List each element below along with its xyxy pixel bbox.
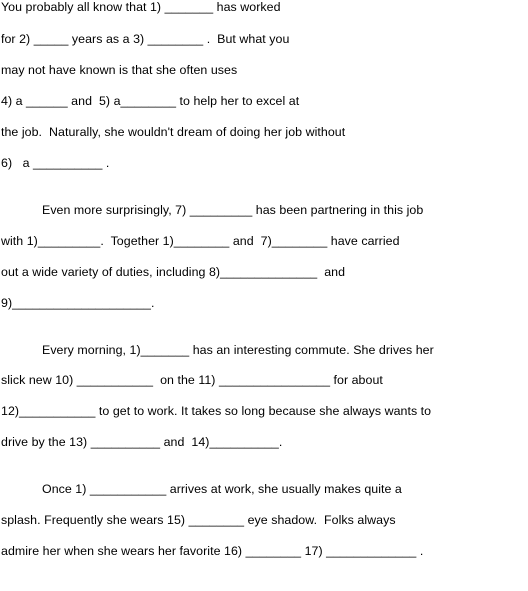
paragraph-1-line-6: 6) a __________ .: [1, 156, 110, 170]
paragraph-2-line-1: Even more surprisingly, 7) _________ has been partnering in this job: [42, 203, 424, 217]
paragraph-3-line-4: drive by the 13) __________ and 14)__________.: [1, 435, 283, 449]
paragraph-3-line-3: 12)___________ to get to work. It takes so long because she always wants to: [1, 404, 432, 418]
paragraph-2-line-4: 9)____________________.: [1, 296, 155, 310]
paragraph-1-line-2: for 2) _____ years as a 3) ________ . But what you: [1, 32, 290, 46]
paragraph-2-line-3: out a wide variety of duties, including 8)______________ and: [1, 265, 346, 279]
paragraph-1-line-1: You probably all know that 1) _______ has worked: [1, 0, 281, 14]
paragraph-2-line-2: with 1)_________. Together 1)________ and 7)________ have carried: [1, 234, 400, 248]
paragraph-4-line-1: Once 1) ___________ arrives at work, she usually makes quite a: [42, 482, 402, 496]
paragraph-1-line-3: may not have known is that she often uses: [1, 63, 238, 77]
paragraph-1-line-4: 4) a ______ and 5) a________ to help her to excel at: [1, 94, 300, 108]
paragraph-4-line-3: admire her when she wears her favorite 16) ________ 17) _____________ .: [1, 544, 424, 558]
paragraph-1-line-5: the job. Naturally, she wouldn't dream of doing her job without: [1, 125, 346, 139]
paragraph-3-line-1: Every morning, 1)_______ has an interesting commute. She drives her: [42, 343, 434, 357]
paragraph-3-line-2: slick new 10) ___________ on the 11) ________________ for about: [1, 373, 383, 387]
paragraph-4-line-2: splash. Frequently she wears 15) ________ eye shadow. Folks always: [1, 513, 396, 527]
